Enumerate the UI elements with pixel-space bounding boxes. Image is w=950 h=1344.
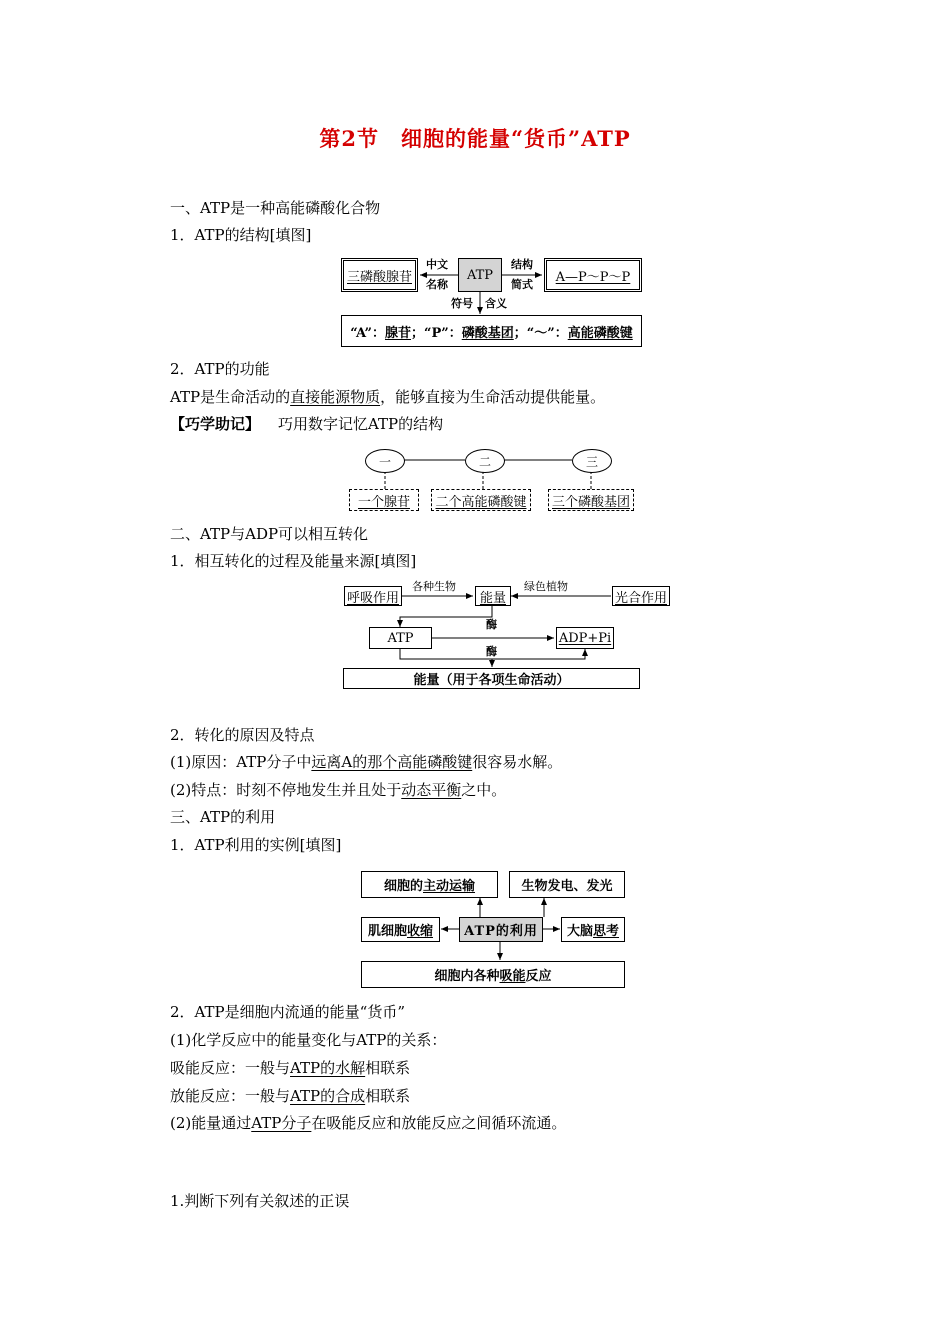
bio-electric-box: 生物发电、发光 <box>509 871 625 898</box>
label-jianshi: 简式 <box>511 278 533 291</box>
respiration-box: 呼吸作用 <box>344 586 402 606</box>
oval-one: 一 <box>365 449 405 473</box>
label-all-organisms: 各种生物 <box>412 580 456 593</box>
tip-tag: 【巧学助记】 <box>170 415 261 433</box>
atp-box: ATP <box>369 627 432 649</box>
flow-line: (2)能量通过ATP分子在吸能反应和放能反应之间循环流通。 <box>170 1114 567 1132</box>
absorb-key: ATP的水解 <box>290 1059 366 1077</box>
tip-text: 巧用数字记忆ATP的结构 <box>278 415 444 433</box>
function-key: 直接能源物质 <box>290 388 381 406</box>
absorb-line: 吸能反应：一般与ATP的水解相联系 <box>170 1059 411 1077</box>
endergonic-box: 细胞内各种 吸能 反应 <box>361 961 625 988</box>
section2-item2: 2．转化的原因及特点 <box>170 726 315 744</box>
oval-two: 二 <box>465 449 505 473</box>
release-line: 放能反应：一般与ATP的合成相联系 <box>170 1087 411 1105</box>
label-hanyi: 含义 <box>485 297 507 310</box>
reason-key: 远离A的那个高能磷酸键 <box>311 753 473 771</box>
meaning-a: 腺苷 <box>384 325 411 341</box>
function-line: ATP是生命活动的直接能源物质，能够直接为生命活动提供能量。 <box>170 388 606 406</box>
atp-usage-center-box: ATP的利用 <box>459 917 543 942</box>
meaning-box: “A”： 腺苷 ；“P”： 磷酸基团 ；“～”： 高能磷酸键 <box>341 315 642 347</box>
section1-item2: 2．ATP的功能 <box>170 360 270 378</box>
section1-heading: 一、ATP是一种高能磷酸化合物 <box>170 199 381 217</box>
muscle-box: 肌细胞 收缩 <box>361 917 440 942</box>
page-title: 第2节 细胞的能量“货币”ATP <box>319 126 631 151</box>
section2-item1: 1．相互转化的过程及能量来源[填图] <box>170 552 417 570</box>
chinese-name-text: 三磷酸腺苷 <box>346 269 412 285</box>
section3-item2: 2．ATP是细胞内流通的能量“货币” <box>170 1003 405 1021</box>
judge-heading: 1.判断下列有关叙述的正误 <box>170 1192 350 1210</box>
active-transport-box: 细胞的 主动运输 <box>361 871 498 898</box>
label-zhongwen: 中文 <box>426 258 448 271</box>
atp-center-box: ATP <box>458 258 502 292</box>
label-fuhao: 符号 <box>451 297 473 310</box>
brain-box: 大脑 思考 <box>561 917 625 942</box>
energy-use-box: 能量（用于各项生命活动） <box>343 668 640 689</box>
box-three-phosphates: 三个磷酸基团 <box>548 489 634 511</box>
energy-box: 能量 <box>475 586 511 606</box>
photosynthesis-box: 光合作用 <box>612 586 670 606</box>
enzyme-label-1: 酶 <box>486 618 497 631</box>
enzyme-label-2: 酶 <box>486 645 497 658</box>
section2-heading: 二、ATP与ADP可以相互转化 <box>170 525 369 543</box>
label-mingcheng: 名称 <box>426 278 448 291</box>
feature-key: 动态平衡 <box>401 781 462 799</box>
relation-line: (1)化学反应中的能量变化与ATP的关系： <box>170 1031 447 1049</box>
box-two-bonds: 二个高能磷酸键 <box>431 489 531 511</box>
feature-line: (2)特点：时刻不停地发生并且处于动态平衡之中。 <box>170 781 507 799</box>
section3-item1: 1．ATP利用的实例[填图] <box>170 836 342 854</box>
meaning-tilde: 高能磷酸键 <box>567 325 633 341</box>
release-key: ATP的合成 <box>290 1087 366 1105</box>
label-green-plants: 绿色植物 <box>524 580 568 593</box>
section1-item1: 1．ATP的结构[填图] <box>170 226 312 244</box>
flow-key: ATP分子 <box>251 1114 312 1132</box>
section3-heading: 三、ATP的利用 <box>170 808 276 826</box>
reason-line: (1)原因：ATP分子中远离A的那个高能磷酸键很容易水解。 <box>170 753 563 771</box>
oval-three: 三 <box>572 449 612 473</box>
adp-box: ADP+Pi <box>556 627 614 649</box>
box-one-adenosine: 一个腺苷 <box>349 489 419 511</box>
meaning-p: 磷酸基团 <box>461 325 514 341</box>
formula-text: A—P～P～P <box>555 269 631 285</box>
label-jiegou: 结构 <box>511 258 533 271</box>
